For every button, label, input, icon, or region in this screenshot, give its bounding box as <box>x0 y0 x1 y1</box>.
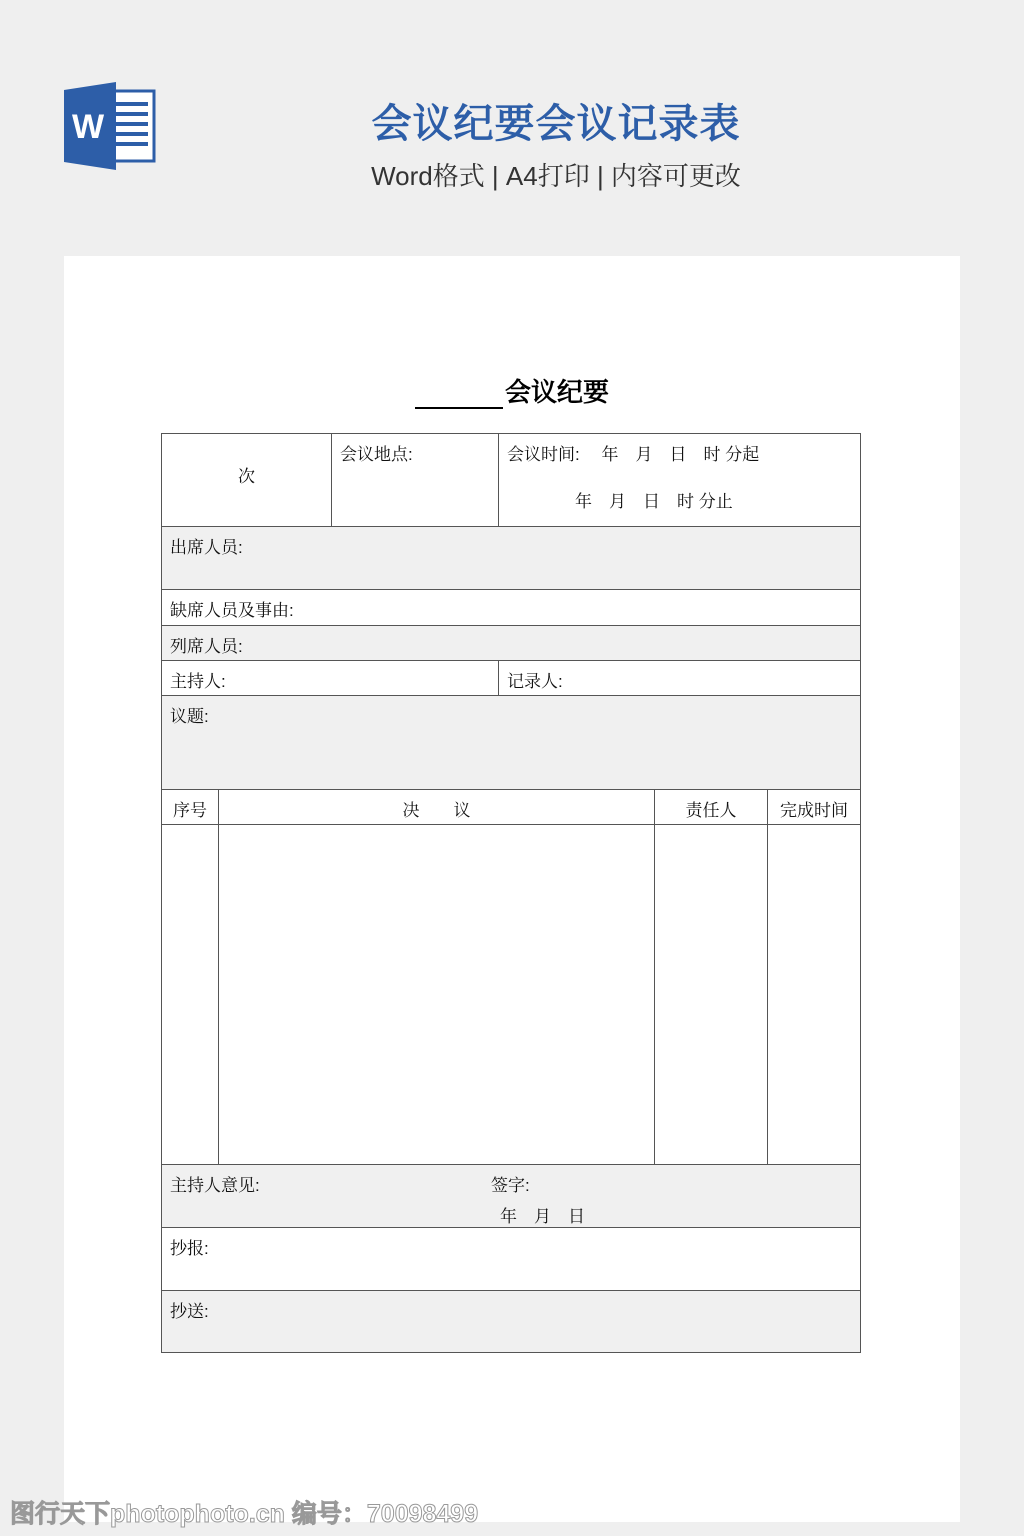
svg-text:W: W <box>72 108 105 146</box>
header-decision: 决 议 <box>218 789 655 825</box>
header-owner: 责任人 <box>654 789 768 825</box>
document-title <box>162 372 862 409</box>
cell-recorder: 记录人: <box>498 660 861 696</box>
cell-observers: 列席人员: <box>161 625 861 661</box>
blank-underline <box>415 381 503 409</box>
cell-attendees: 出席人员: <box>161 526 861 590</box>
cell-absent: 缺席人员及事由: <box>161 589 861 626</box>
body-index <box>161 824 219 1165</box>
cell-topics: 议题: <box>161 695 861 790</box>
body-owner <box>654 824 768 1165</box>
body-decision <box>218 824 655 1165</box>
document-title-text: 会议纪要 <box>504 377 609 407</box>
cell-report: 抄报: <box>161 1227 861 1291</box>
header-deadline: 完成时间 <box>767 789 861 825</box>
cell-send: 抄送: <box>161 1290 861 1353</box>
header-index: 序号 <box>161 789 219 825</box>
body-deadline <box>767 824 861 1165</box>
watermark: 图行天下photophoto.cn 编号：70098499 <box>10 1500 479 1528</box>
cell-location: 会议地点: <box>331 433 499 527</box>
header-subtitle: Word格式 | A4打印 | 内容可更改 <box>371 161 741 191</box>
header-title: 会议纪要会议记录表 <box>371 102 741 146</box>
cell-host: 主持人: <box>161 660 499 696</box>
cell-times: 次 <box>161 433 332 527</box>
word-logo-icon <box>64 82 156 170</box>
cell-time: 会议时间: 年 月 日 时 分起 年 月 日 时 分止 <box>498 433 861 527</box>
cell-host-opinion: 主持人意见: 签字: 年 月 日 <box>161 1164 861 1228</box>
